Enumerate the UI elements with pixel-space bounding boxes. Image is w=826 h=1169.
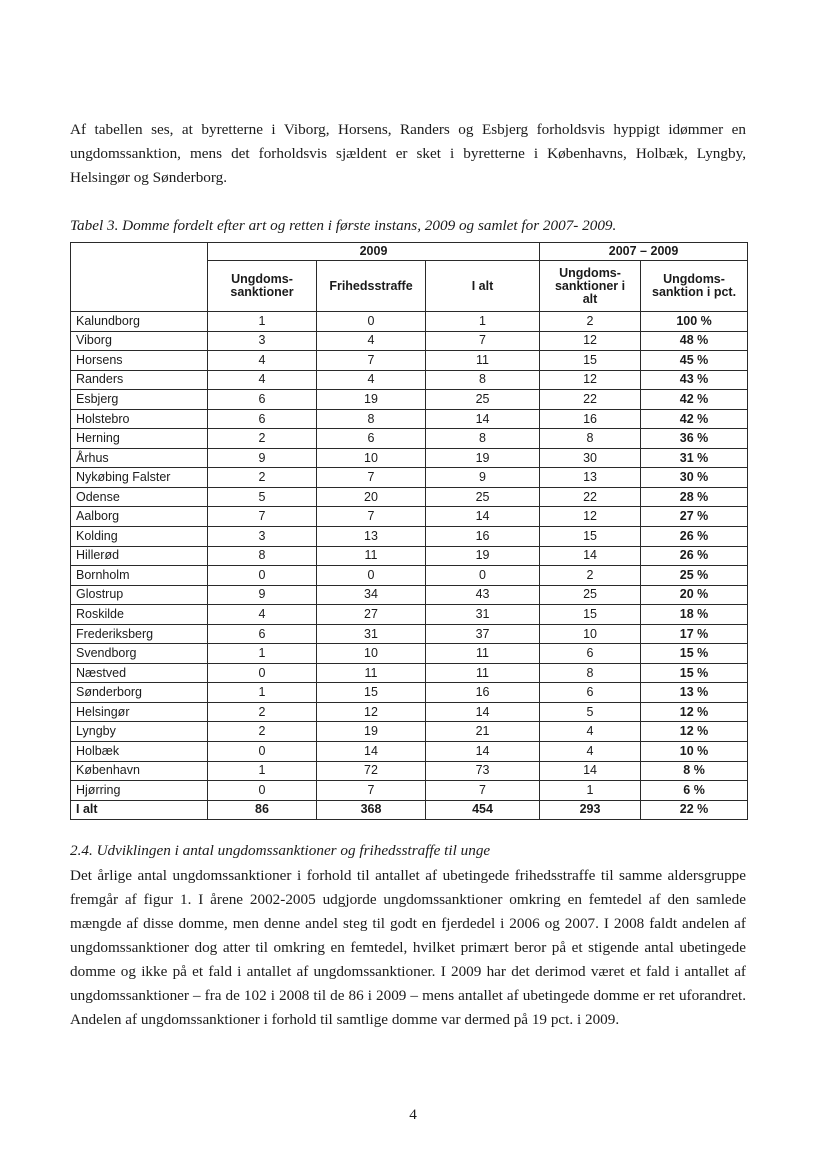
court-name: Hjørring	[71, 781, 208, 801]
court-name: Århus	[71, 448, 208, 468]
u2009-value: 2	[208, 722, 317, 742]
pct-value: 8 %	[641, 761, 748, 781]
t2009-value: 8	[426, 429, 540, 449]
pct-value: 20 %	[641, 585, 748, 605]
u2009-value: 2	[208, 468, 317, 488]
corner-cell	[71, 243, 208, 312]
pct-value: 28 %	[641, 487, 748, 507]
f2009-value: 10	[317, 448, 426, 468]
table-row	[71, 468, 748, 488]
f2009-value: 19	[317, 722, 426, 742]
court-name: Horsens	[71, 351, 208, 371]
court-name: Roskilde	[71, 605, 208, 625]
court-name: Holstebro	[71, 409, 208, 429]
table-row	[71, 566, 748, 586]
u2009-value: 0	[208, 663, 317, 683]
page-number: 4	[409, 1106, 417, 1123]
pct-value: 43 %	[641, 370, 748, 390]
court-name: Svendborg	[71, 644, 208, 664]
f2009-value: 368	[317, 800, 426, 820]
u2009-value: 9	[208, 448, 317, 468]
u0709-value: 12	[540, 370, 641, 390]
u0709-value: 2	[540, 312, 641, 332]
t2009-value: 19	[426, 546, 540, 566]
f2009-value: 0	[317, 566, 426, 586]
t2009-value: 16	[426, 683, 540, 703]
u2009-value: 0	[208, 781, 317, 801]
t2009-value: 1	[426, 312, 540, 332]
table-total-row	[71, 800, 748, 820]
t2009-value: 37	[426, 624, 540, 644]
u2009-value: 1	[208, 761, 317, 781]
table-row	[71, 312, 748, 332]
court-name: Esbjerg	[71, 390, 208, 410]
pct-value: 26 %	[641, 527, 748, 547]
section-title: 2.4. Udviklingen i antal ungdomssanktioner og frihedsstraffe til unge	[70, 842, 491, 859]
table-row	[71, 487, 748, 507]
f2009-value: 7	[317, 468, 426, 488]
f2009-value: 12	[317, 702, 426, 722]
table-row	[71, 624, 748, 644]
pct-value: 6 %	[641, 781, 748, 801]
pct-value: 15 %	[641, 663, 748, 683]
u0709-value: 16	[540, 409, 641, 429]
f2009-value: 7	[317, 351, 426, 371]
court-name: Kolding	[71, 527, 208, 547]
u0709-value: 15	[540, 527, 641, 547]
t2009-value: 7	[426, 331, 540, 351]
pct-value: 22 %	[641, 800, 748, 820]
col-header-label: Ungdoms-sanktioner i alt	[554, 265, 626, 306]
t2009-value: 14	[426, 742, 540, 762]
col-header-ungdomssanktioner-i-alt	[540, 261, 641, 312]
u0709-value: 25	[540, 585, 641, 605]
table-row	[71, 448, 748, 468]
pct-value: 45 %	[641, 351, 748, 371]
u0709-value: 14	[540, 546, 641, 566]
col-header-ungdomssanktioner	[208, 261, 317, 312]
u0709-value: 293	[540, 800, 641, 820]
t2009-value: 7	[426, 781, 540, 801]
pct-value: 30 %	[641, 468, 748, 488]
u0709-value: 5	[540, 702, 641, 722]
f2009-value: 0	[317, 312, 426, 332]
u0709-value: 8	[540, 663, 641, 683]
court-name: Aalborg	[71, 507, 208, 527]
u0709-value: 12	[540, 507, 641, 527]
pct-value: 42 %	[641, 409, 748, 429]
u2009-value: 86	[208, 800, 317, 820]
table-caption: Tabel 3. Domme fordelt efter art og retten i første instans, 2009 og samlet for 2007- 2009.	[70, 217, 617, 234]
u0709-value: 1	[540, 781, 641, 801]
f2009-value: 14	[317, 742, 426, 762]
f2009-value: 27	[317, 605, 426, 625]
table-row	[71, 331, 748, 351]
u0709-value: 15	[540, 351, 641, 371]
pct-value: 36 %	[641, 429, 748, 449]
u2009-value: 3	[208, 331, 317, 351]
f2009-value: 19	[317, 390, 426, 410]
f2009-value: 15	[317, 683, 426, 703]
col-header-frihedsstraffe: Frihedsstraffe	[317, 261, 426, 312]
pct-value: 42 %	[641, 390, 748, 410]
f2009-value: 7	[317, 507, 426, 527]
u0709-value: 6	[540, 683, 641, 703]
u2009-value: 8	[208, 546, 317, 566]
f2009-value: 13	[317, 527, 426, 547]
u0709-value: 8	[540, 429, 641, 449]
court-name: Frederiksberg	[71, 624, 208, 644]
court-name: Bornholm	[71, 566, 208, 586]
pct-value: 18 %	[641, 605, 748, 625]
table-row	[71, 663, 748, 683]
table-row	[71, 409, 748, 429]
court-name: Kalundborg	[71, 312, 208, 332]
col-header-label: Ungdoms-sanktion i pct.	[652, 272, 737, 299]
f2009-value: 11	[317, 546, 426, 566]
t2009-value: 11	[426, 663, 540, 683]
group-header-2007-2009: 2007 – 2009	[540, 243, 748, 261]
f2009-value: 7	[317, 781, 426, 801]
u2009-value: 5	[208, 487, 317, 507]
t2009-value: 11	[426, 644, 540, 664]
court-name: Herning	[71, 429, 208, 449]
court-name: Sønderborg	[71, 683, 208, 703]
u2009-value: 6	[208, 409, 317, 429]
table-row	[71, 644, 748, 664]
court-name: Glostrup	[71, 585, 208, 605]
t2009-value: 16	[426, 527, 540, 547]
t2009-value: 11	[426, 351, 540, 371]
u0709-value: 4	[540, 742, 641, 762]
t2009-value: 73	[426, 761, 540, 781]
u0709-value: 4	[540, 722, 641, 742]
t2009-value: 21	[426, 722, 540, 742]
pct-value: 10 %	[641, 742, 748, 762]
u0709-value: 22	[540, 390, 641, 410]
col-header-label: Ungdoms-sanktioner	[230, 272, 294, 299]
court-name: Hillerød	[71, 546, 208, 566]
t2009-value: 19	[426, 448, 540, 468]
court-name: Odense	[71, 487, 208, 507]
u0709-value: 10	[540, 624, 641, 644]
pct-value: 100 %	[641, 312, 748, 332]
f2009-value: 6	[317, 429, 426, 449]
u2009-value: 4	[208, 351, 317, 371]
u2009-value: 7	[208, 507, 317, 527]
group-header-2009: 2009	[208, 243, 540, 261]
table-row	[71, 605, 748, 625]
table-row	[71, 585, 748, 605]
t2009-value: 454	[426, 800, 540, 820]
table-row	[71, 761, 748, 781]
u0709-value: 13	[540, 468, 641, 488]
t2009-value: 25	[426, 390, 540, 410]
pct-value: 12 %	[641, 702, 748, 722]
table-row	[71, 390, 748, 410]
table-row	[71, 527, 748, 547]
court-name: Nykøbing Falster	[71, 468, 208, 488]
pct-value: 12 %	[641, 722, 748, 742]
u0709-value: 12	[540, 331, 641, 351]
u2009-value: 2	[208, 429, 317, 449]
u2009-value: 2	[208, 702, 317, 722]
u0709-value: 30	[540, 448, 641, 468]
u2009-value: 9	[208, 585, 317, 605]
f2009-value: 4	[317, 331, 426, 351]
t2009-value: 14	[426, 409, 540, 429]
u2009-value: 1	[208, 683, 317, 703]
u0709-value: 15	[540, 605, 641, 625]
u2009-value: 1	[208, 644, 317, 664]
table-row	[71, 370, 748, 390]
f2009-value: 31	[317, 624, 426, 644]
t2009-value: 43	[426, 585, 540, 605]
u2009-value: 0	[208, 742, 317, 762]
u0709-value: 14	[540, 761, 641, 781]
col-header-pct	[641, 261, 748, 312]
u2009-value: 6	[208, 624, 317, 644]
u2009-value: 4	[208, 605, 317, 625]
court-name: Helsingør	[71, 702, 208, 722]
t2009-value: 14	[426, 507, 540, 527]
f2009-value: 34	[317, 585, 426, 605]
f2009-value: 20	[317, 487, 426, 507]
table-row	[71, 702, 748, 722]
u2009-value: 4	[208, 370, 317, 390]
f2009-value: 11	[317, 663, 426, 683]
court-name: Randers	[71, 370, 208, 390]
u2009-value: 1	[208, 312, 317, 332]
t2009-value: 9	[426, 468, 540, 488]
f2009-value: 8	[317, 409, 426, 429]
table-row	[71, 429, 748, 449]
t2009-value: 25	[426, 487, 540, 507]
col-header-i-alt: I alt	[426, 261, 540, 312]
pct-value: 48 %	[641, 331, 748, 351]
intro-paragraph: Af tabellen ses, at byretterne i Viborg, Horsens, Randers og Esbjerg forholdsvis hyppigt idømmer en ungdomssanktion, mens det forholdsvis sjældent er sket i byretterne i Københavns, Holbæk, Lyngby, Helsingør og Sønderborg.	[70, 121, 746, 186]
f2009-value: 4	[317, 370, 426, 390]
pct-value: 31 %	[641, 448, 748, 468]
table-row	[71, 722, 748, 742]
pct-value: 27 %	[641, 507, 748, 527]
table-row	[71, 507, 748, 527]
table-body	[71, 312, 748, 820]
t2009-value: 14	[426, 702, 540, 722]
u0709-value: 2	[540, 566, 641, 586]
court-name: København	[71, 761, 208, 781]
pct-value: 17 %	[641, 624, 748, 644]
pct-value: 15 %	[641, 644, 748, 664]
t2009-value: 31	[426, 605, 540, 625]
pct-value: 25 %	[641, 566, 748, 586]
court-name: I alt	[71, 800, 208, 820]
f2009-value: 72	[317, 761, 426, 781]
t2009-value: 0	[426, 566, 540, 586]
u0709-value: 22	[540, 487, 641, 507]
u2009-value: 0	[208, 566, 317, 586]
sentences-table	[70, 242, 748, 820]
pct-value: 13 %	[641, 683, 748, 703]
body-paragraph: Det årlige antal ungdomssanktioner i forhold til antallet af ubetingede frihedsstraffe til samme aldersgruppe fremgår af figur 1. I årene 2002-2005 udgjorde ungdomssanktioner omkring en femtedel af den samlede mængde af disse domme, men denne andel steg til godt en fjerdedel i 2006 og 2007. I 2008 faldt andelen af ungdomssanktioner dog atter til omkring en femtedel, hvilket primært beror på et stigende antal ubetingede domme og ikke på et fald i antallet af ungdomssanktioner. I 2009 har det derimod været et fald i antallet af ungdomssanktioner – fra de 102 i 2008 til de 86 i 2009 – mens antallet af ubetingede domme er ret uforandret. Andelen af ungdomssanktioner i forhold til samtlige domme var dermed på 19 pct. i 2009.	[70, 867, 746, 1028]
table-row	[71, 742, 748, 762]
u0709-value: 6	[540, 644, 641, 664]
table-row	[71, 546, 748, 566]
court-name: Lyngby	[71, 722, 208, 742]
court-name: Holbæk	[71, 742, 208, 762]
court-name: Næstved	[71, 663, 208, 683]
pct-value: 26 %	[641, 546, 748, 566]
table-row	[71, 351, 748, 371]
table-row	[71, 781, 748, 801]
court-name: Viborg	[71, 331, 208, 351]
table-row	[71, 683, 748, 703]
t2009-value: 8	[426, 370, 540, 390]
f2009-value: 10	[317, 644, 426, 664]
u2009-value: 6	[208, 390, 317, 410]
u2009-value: 3	[208, 527, 317, 547]
